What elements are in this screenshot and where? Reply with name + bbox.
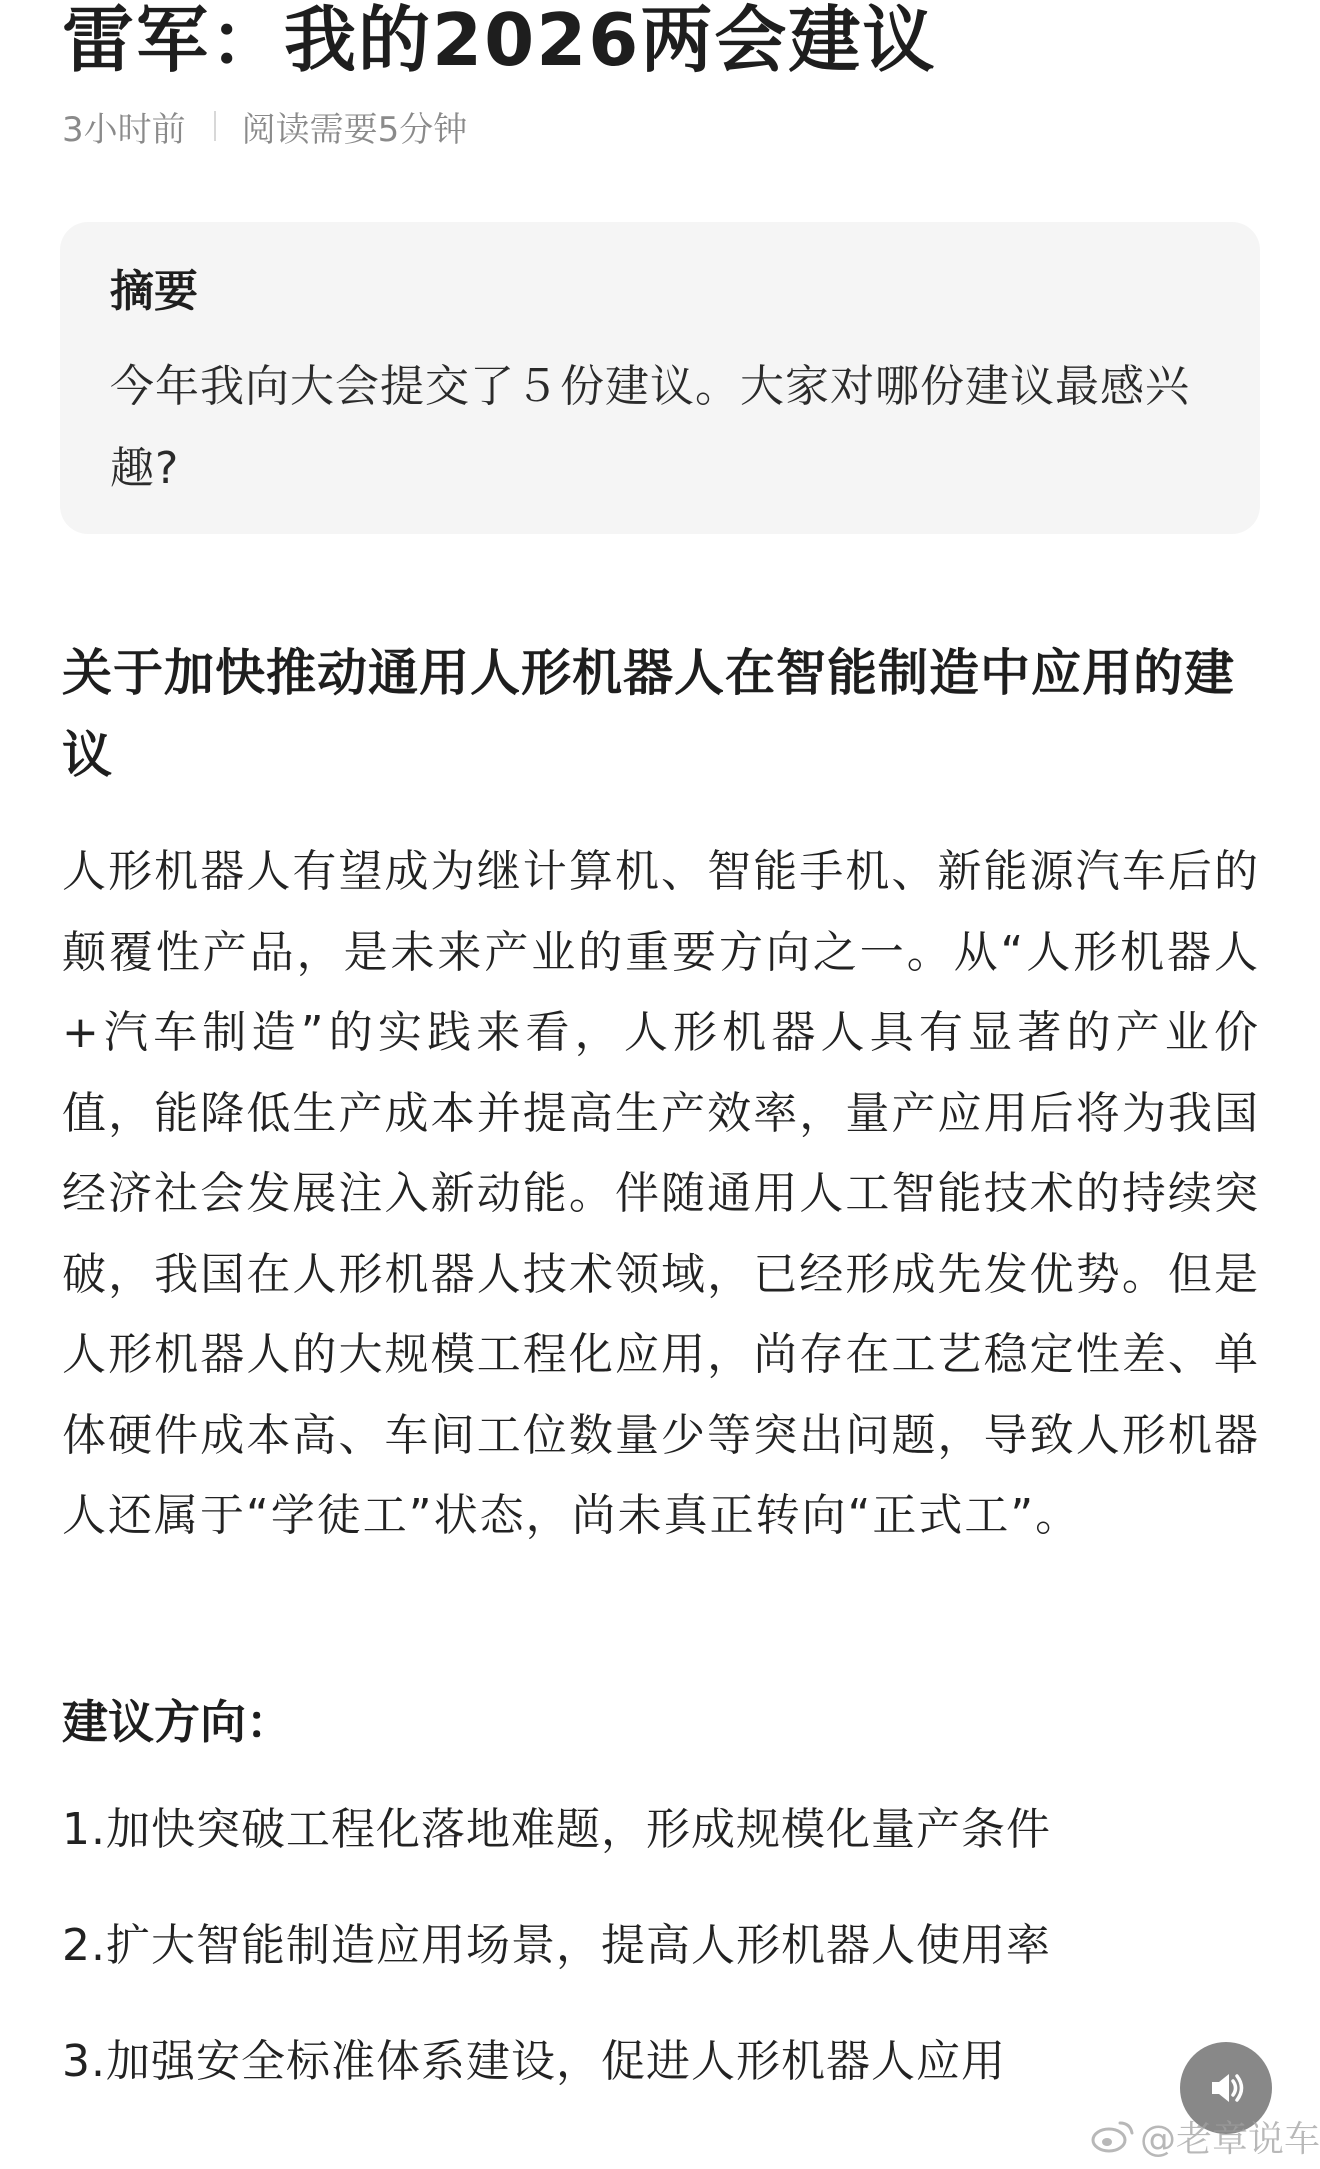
direction-item: 2.扩大智能制造应用场景，提高人形机器人使用率 xyxy=(62,1920,1051,1971)
meta-divider xyxy=(214,111,216,141)
directions-heading: 建议方向： xyxy=(62,1695,292,1749)
summary-label: 摘要 xyxy=(110,266,198,317)
summary-card xyxy=(60,222,1260,534)
article-meta xyxy=(62,102,467,150)
direction-item: 3.加强安全标准体系建设，促进人形机器人应用 xyxy=(62,2036,1006,2087)
weibo-logo-icon xyxy=(1090,2117,1136,2155)
speaker-icon xyxy=(1202,2064,1250,2112)
article-title: 雷军：我的2026两会建议 xyxy=(62,0,937,82)
read-time: 阅读需要5分钟 xyxy=(241,109,468,150)
section-title: 关于加快推动通用人形机器人在智能制造中应用的建议 xyxy=(62,644,1235,784)
summary-text: 今年我向大会提交了５份建议。大家对哪份建议最感兴趣? xyxy=(110,361,1190,494)
section-body: 人形机器人有望成为继计算机、智能手机、新能源汽车后的颠覆性产品，是未来产业的重要方向之一。从“人形机器人+汽车制造”的实践来看，人形机器人具有显著的产业价值，能降低生产成本并提高生产效率，量产应用后将为我国经济社会发展注入新动能。伴随通用人工智能技术的持续突破，我国在人形机器人技术领域，已经形成先发优势。但是人形机器人的大规模工程化应用，尚存在工艺稳定性差、单体硬件成本高、车间工位数量少等突出问题，导致人形机器人还属于“学徒工”状态，尚未真正转向“正式工”。 xyxy=(62,846,1260,1541)
watermark-text: @老章说车 xyxy=(1140,2118,1320,2160)
watermark xyxy=(1090,2112,1320,2160)
publish-time: 3小时前 xyxy=(62,109,186,150)
direction-item: 1.加快突破工程化落地难题，形成规模化量产条件 xyxy=(62,1804,1051,1855)
